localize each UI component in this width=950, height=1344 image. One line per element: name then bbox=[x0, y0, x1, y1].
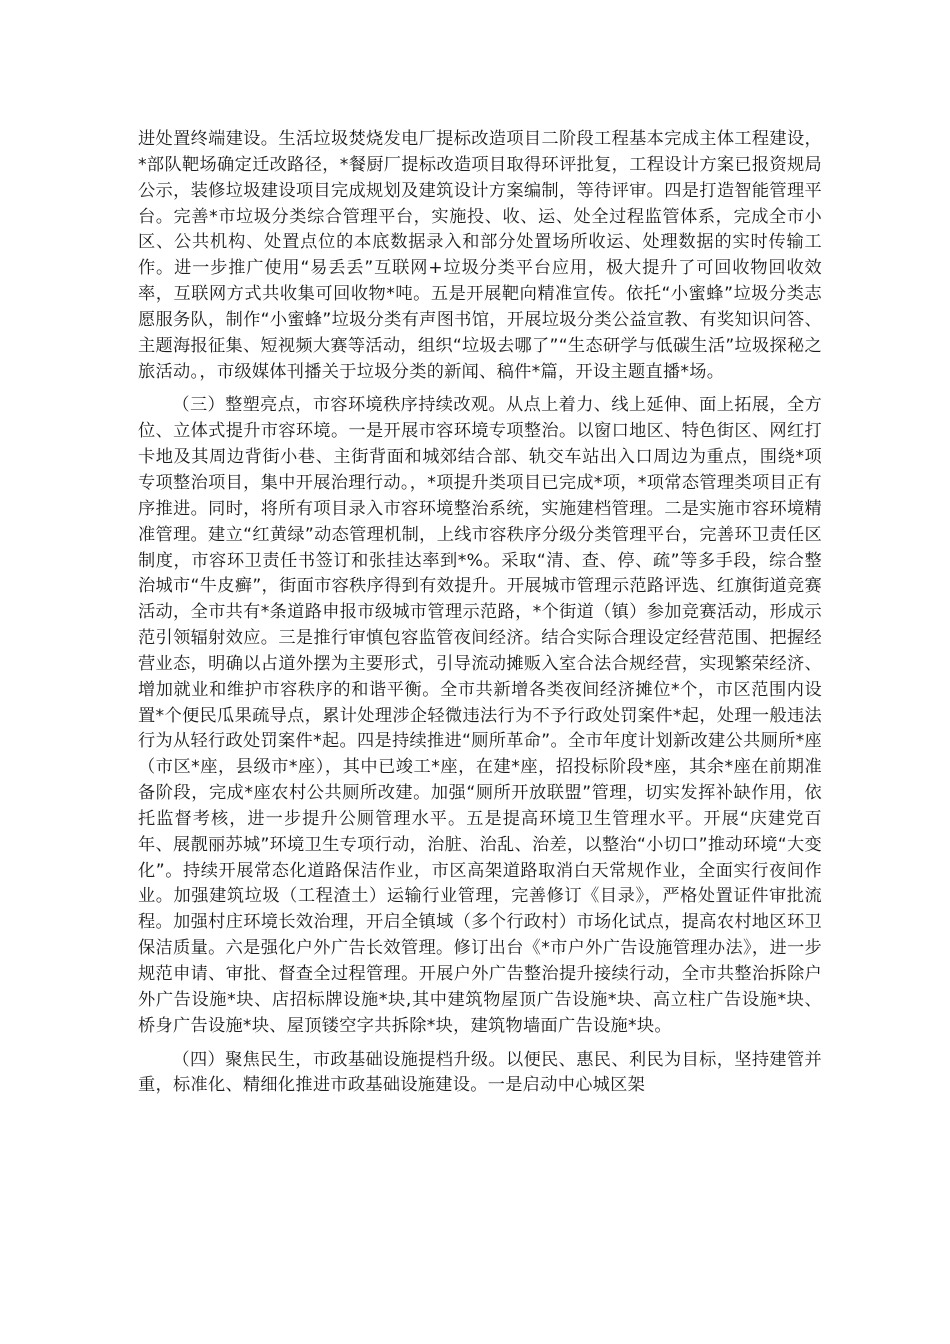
paragraph-continued: 进处置终端建设。生活垃圾焚烧发电厂提标改造项目二阶段工程基本完成主体工程建设，*部队靶场确定迁改路径，*餐厨厂提标改造项目取得环评批复，工程设计方案已报资规局公示，装修垃圾建设项目完成规划及建筑设计方案编制，等待评审。四是打造智能管理平台。完善*市垃圾分类综合管理平台，实施投、收、运、处全过程监管体系，完成全市小区、公共机构、处置点位的本底数据录入和部分处置场所收运、处理数据的实时传输工作。进一步推广使用“易丢丢”互联网+垃圾分类平台应用，极大提升了可回收物回收效率，互联网方式共收集可回收物*吨。五是开展靶向精准宣传。依托“小蜜蜂”垃圾分类志愿服务队，制作“小蜜蜂”垃圾分类有声图书馆，开展垃圾分类公益宣教、有奖知识问答、主题海报征集、短视频大赛等活动，组织“垃圾去哪了”“生态研学与低碳生活”垃圾探秘之旅活动。，市级媒体刊播关于垃圾分类的新闻、稿件*篇，开设主题直播*场。 bbox=[138, 129, 822, 382]
document-body bbox=[138, 127, 822, 1099]
paragraph-section-4: （四）聚焦民生，市政基础设施提档升级。以便民、惠民、利民为目标，坚持建管并重，标准化、精细化推进市政基础设施建设。一是启动中心城区架 bbox=[138, 1049, 822, 1096]
paragraph-section-3: （三）整塑亮点，市容环境秩序持续改观。从点上着力、线上延伸、面上拓展，全方位、立体式提升市容环境。一是开展市容环境专项整治。以窗口地区、特色街区、网红打卡地及其周边背街小巷、主街背面和城郊结合部、轨交车站出入口周边为重点，围绕*项专项整治项目，集中开展治理行动。，*项提升类项目已完成*项，*项常态管理类项目正有序推进。同时，将所有项目录入市容环境整治系统，实施建档管理。二是实施市容环境精准管理。建立“红黄绿”动态管理机制，上线市容秩序分级分类管理平台，完善环卫责任区制度，市容环卫责任书签订和张挂达率到*%。采取“清、查、停、疏”等多手段，综合整治城市“牛皮癣”，街面市容秩序得到有效提升。开展城市管理示范路评选、红旗街道竞赛活动，全市共有*条道路申报市级城市管理示范路，*个街道（镇）参加竞赛活动，形成示范引领辐射效应。三是推行审慎包容监管夜间经济。结合实际合理设定经营范围、把握经营业态，明确以占道外摆为主要形式，引导流动摊贩入室合法合规经营，实现繁荣经济、增加就业和维护市容秩序的和谐平衡。全市共新增各类夜间经济摊位*个，市区范围内设置*个便民瓜果疏导点，累计处理涉企轻微违法行为不予行政处罚案件*起，处理一般违法行为从轻行政处罚案件*起。四是持续推进“厕所革命”。全市年度计划新改建公共厕所*座（市区*座，县级市*座），其中已竣工*座，在建*座，招投标阶段*座，其余*座在前期准备阶段，完成*座农村公共厕所改建。加强“厕所开放联盟”管理，切实发挥补缺作用，依托监督考核，进一步提升公厕管理水平。五是提高环境卫生管理水平。开展“庆建党百年、展靓丽苏城”环境卫生专项行动，治脏、治乱、治差，以整治“小切口”推动环境“大变化”。持续开展常态化道路保洁作业，市区高架道路取消白天常规作业，全面实行夜间作业。加强建筑垃圾（工程渣土）运输行业管理，完善修订《目录》，严格处置证件审批流程。加强村庄环境长效治理，开启全镇域（多个行政村）市场化试点，提高农村地区环卫保洁质量。六是强化户外广告长效管理。修订出台《*市户外广告设施管理办法》，进一步规范申请、审批、督查全过程管理。开展户外广告整治提升接续行动，全市共整治拆除户外广告设施*块、店招标牌设施*块,其中建筑物屋顶广告设施*块、高立柱广告设施*块、桥身广告设施*块、屋顶镂空字共拆除*块，建筑物墙面广告设施*块。 bbox=[138, 395, 822, 1036]
